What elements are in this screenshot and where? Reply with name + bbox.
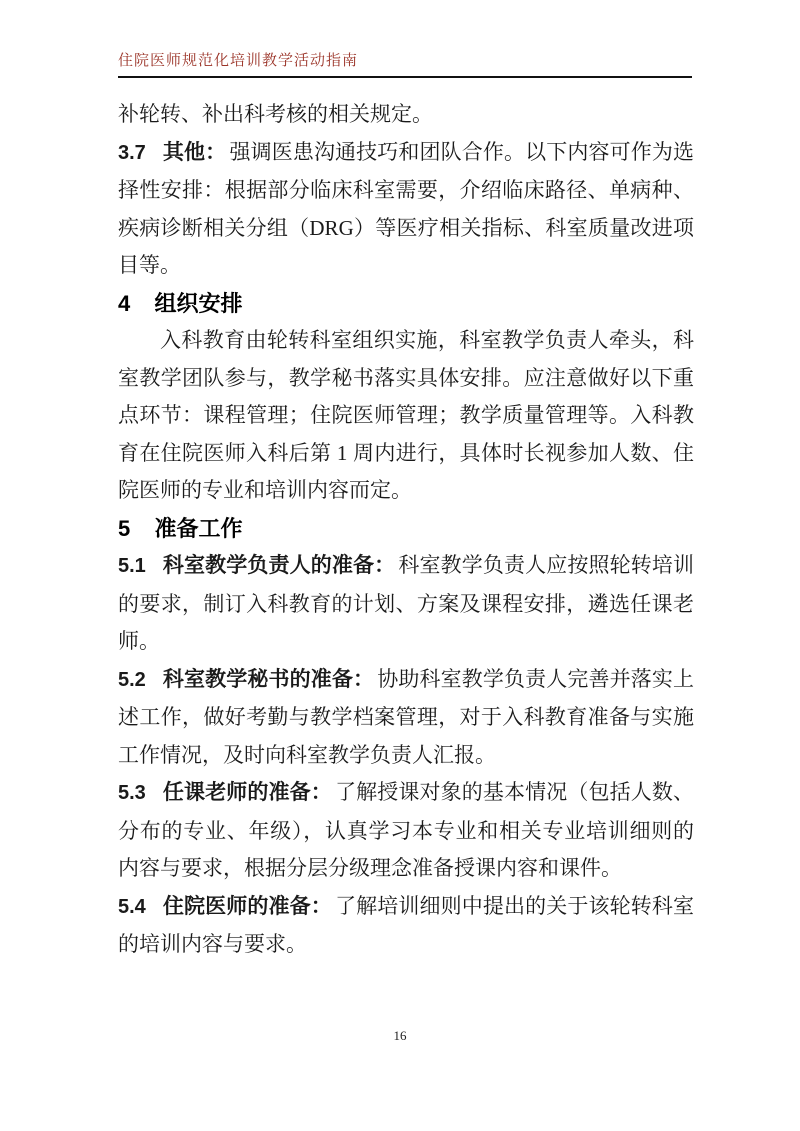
item-5-2: [118, 661, 694, 775]
paragraph-continuation: [118, 96, 694, 134]
item-5-3-number: 5.3: [118, 782, 146, 804]
page-number: 16: [393, 1028, 407, 1043]
section-heading-5: [118, 510, 694, 548]
section-4-paragraph: [118, 322, 694, 510]
section-5-title: 准备工作: [154, 515, 243, 541]
document-content: [118, 96, 694, 964]
item-3-7-label: 其他：: [162, 139, 227, 164]
item-5-2-label: 科室教学秘书的准备：: [162, 666, 375, 691]
item-5-1: [118, 547, 694, 661]
item-5-2-number: 5.2: [118, 668, 146, 691]
item-3-7-number: 3.7: [118, 141, 146, 164]
item-5-4-number: 5.4: [118, 895, 146, 918]
section-heading-4: [118, 285, 694, 323]
item-5-2-text: 协助科室教学负责人完善并落实上述工作，做好考勤与教学档案管理，对于入科教育准备与实施工作情况，及时向科室教学负责人汇报。: [118, 666, 695, 767]
item-5-3-label: 任课老师的准备：: [162, 780, 332, 804]
item-3-7: [118, 134, 694, 285]
item-5-3: [118, 774, 694, 888]
item-5-4-label: 住院医师的准备：: [162, 893, 332, 918]
item-5-3-text: 了解授课对象的基本情况（包括人数、分布的专业、年级），认真学习本专业和相关专业培训细则的内容与要求，根据分层分级理念准备授课内容和课件。: [118, 780, 695, 880]
item-5-1-number: 5.1: [118, 555, 146, 577]
section-4-number: 4: [118, 290, 131, 316]
item-5-1-text: 科室教学负责人应按照轮转培训的要求，制订入科教育的计划、方案及课程安排，遴选任课老师。: [118, 553, 695, 653]
page-footer: [0, 1028, 800, 1044]
running-header-title: 住院医师规范化培训教学活动指南: [118, 53, 359, 69]
section-4-title: 组织安排: [154, 290, 243, 316]
item-3-7-text: 强调医患沟通技巧和团队合作。以下内容可作为选择性安排：根据部分临床科室需要，介绍临床路径、单病种、疾病诊断相关分组（DRG）等医疗相关指标、科室质量改进项目等。: [118, 139, 695, 277]
item-5-4-text: 了解培训细则中提出的关于该轮转科室的培训内容与要求。: [118, 893, 695, 956]
item-5-4: [118, 888, 694, 964]
header-rule: [118, 76, 692, 78]
page-header: [118, 50, 692, 78]
paragraph-continuation-text: 补轮转、补出科考核的相关规定。: [118, 102, 433, 126]
section-4-paragraph-text: 入科教育由轮转科室组织实施，科室教学负责人牵头，科室教学团队参与，教学秘书落实具体安排。应注意做好以下重点环节：课程管理；住院医师管理；教学质量管理等。入科教育在住院医师入科后第 1 周内进行，具体时长视参加人数、住院医师的专业和培训内容而定。: [118, 328, 694, 502]
item-5-1-label: 科室教学负责人的准备：: [162, 553, 396, 577]
section-5-number: 5: [118, 515, 131, 541]
